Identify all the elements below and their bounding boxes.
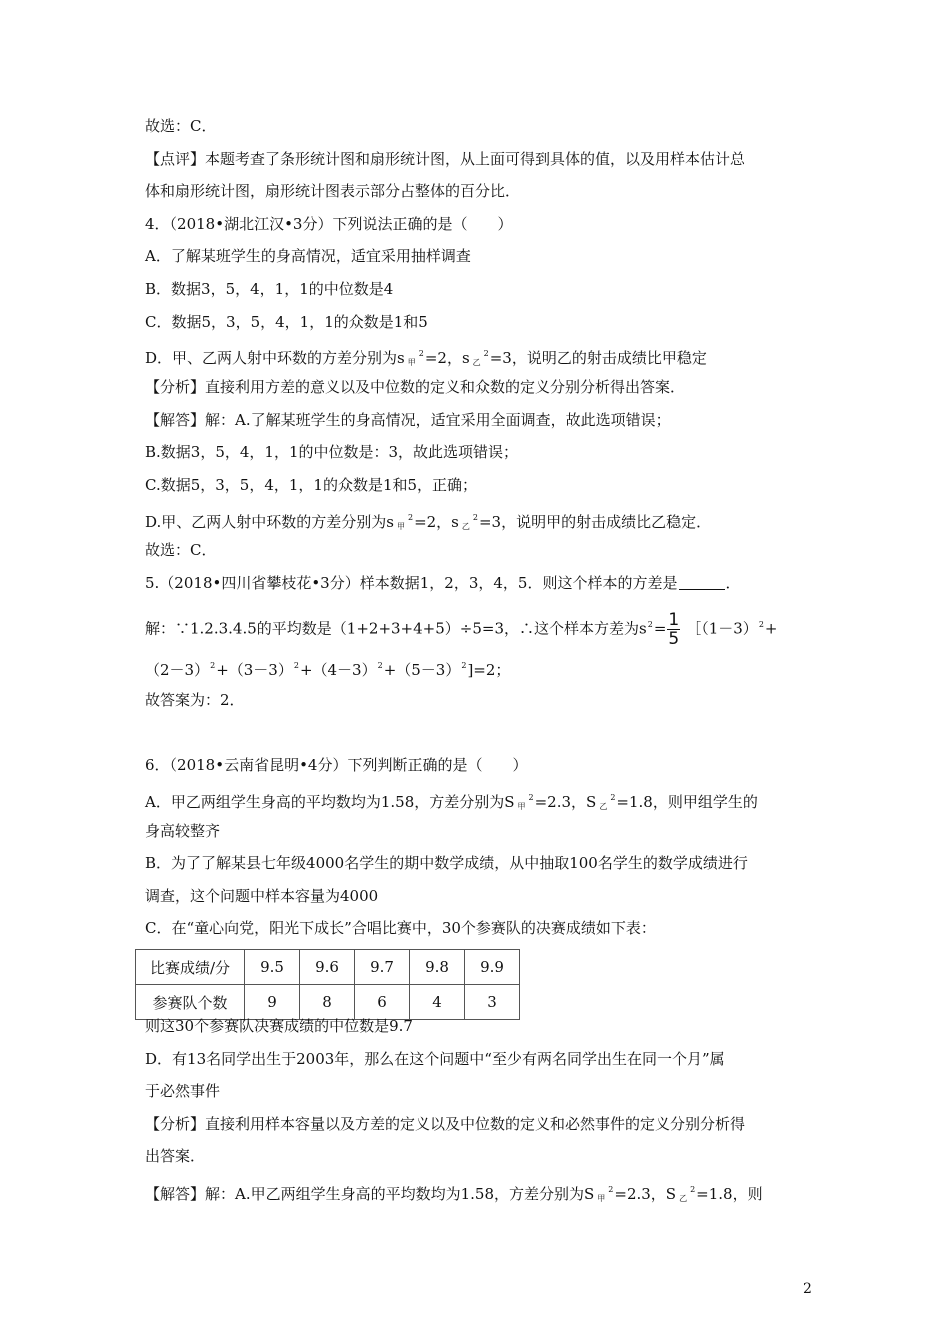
- superscript: 2: [608, 1185, 614, 1194]
- table-header-cell: 9.6: [300, 950, 355, 985]
- text-run: =1.8，则甲组学生的: [616, 793, 758, 811]
- table-header-cell: 9.5: [245, 950, 300, 985]
- superscript: 2: [407, 513, 414, 522]
- superscript: 2: [210, 661, 216, 670]
- option-d: [145, 344, 707, 373]
- text-run: （2－3）: [145, 661, 210, 679]
- text-run: D．甲、乙两人射中环数的方差分别为s: [145, 349, 405, 367]
- fraction-denominator: 5: [668, 629, 680, 649]
- solution-line-1: [145, 611, 777, 648]
- table-header-cell: 比赛成绩/分: [136, 950, 245, 985]
- superscript: 2: [461, 661, 467, 670]
- superscript: 2: [690, 1185, 696, 1194]
- table-header-cell: 9.9: [465, 950, 520, 985]
- text-run: ]=2；: [467, 661, 511, 679]
- text-run: =2.3，S: [614, 1185, 677, 1203]
- superscript: 2: [758, 619, 764, 629]
- superscript: 2: [483, 349, 489, 358]
- scores-table: [135, 949, 520, 1020]
- text-run: +（5－3）: [383, 661, 461, 679]
- fraction: [667, 611, 680, 648]
- superscript: 2: [528, 793, 534, 802]
- answer-blank: [679, 575, 725, 590]
- text-run: D.甲、乙两人射中环数的方差分别为s: [145, 513, 394, 531]
- text-line: 故选：C．: [145, 117, 217, 135]
- option-a: A．了解某班学生的身高情况，适宜采用抽样调查: [145, 247, 471, 265]
- question-6-title: 6．（2018•云南省昆明•4分）下列判断正确的是（ ）: [145, 756, 528, 774]
- subscript: 甲: [396, 522, 405, 531]
- text-run: ．: [725, 574, 741, 592]
- text-run: =2，s: [424, 349, 470, 367]
- text-run: =2，s: [414, 513, 459, 531]
- question-4-title: 4．（2018•湖北江汉•3分）下列说法正确的是（ ）: [145, 215, 513, 233]
- table-cell: 8: [300, 985, 355, 1020]
- superscript: 2: [647, 619, 653, 629]
- table-row: [136, 950, 520, 985]
- table-cell: 参赛队个数: [136, 985, 245, 1020]
- solution-line-2: [145, 656, 510, 680]
- superscript: 2: [610, 793, 616, 802]
- fraction-numerator: 1: [668, 610, 680, 630]
- text-line: 故答案为：2．: [145, 691, 245, 709]
- answer-line-d: [145, 508, 711, 537]
- superscript: 2: [418, 349, 424, 358]
- text-run: +（4－3）: [299, 661, 377, 679]
- answer-line: 【解答】解：A.了解某班学生的身高情况，适宜采用全面调查，故此选项错误；: [145, 411, 671, 429]
- subscript: 乙: [679, 1194, 688, 1203]
- option-b: B．数据3，5，4，1，1的中位数是4: [145, 280, 394, 298]
- text-run: =3，说明甲的射击成绩比乙稳定．: [478, 513, 712, 531]
- text-line: 体和扇形统计图，扇形统计图表示部分占整体的百分比．: [145, 182, 521, 200]
- option-c: C．数据5，3，5，4，1，1的众数是1和5: [145, 313, 428, 331]
- superscript: 2: [377, 661, 383, 670]
- analysis-line: 【分析】直接利用方差的意义以及中位数的定义和众数的定义分别分析得出答案．: [145, 378, 686, 396]
- table-cell: 3: [465, 985, 520, 1020]
- subscript: 乙: [461, 522, 470, 531]
- text-line: 于必然事件: [145, 1082, 221, 1100]
- subscript: 乙: [472, 358, 481, 367]
- text-line: 身高较整齐: [145, 822, 221, 840]
- text-line: 则这30个参赛队决赛成绩的中位数是9.7: [145, 1017, 413, 1035]
- table-row: [136, 985, 520, 1020]
- table-header-cell: 9.8: [410, 950, 465, 985]
- answer-line: B.数据3，5，4，1，1的中位数是：3，故此选项错误；: [145, 443, 519, 461]
- text-run: A．甲乙两组学生身高的平均数均为1.58，方差分别为S: [145, 793, 515, 811]
- answer-line: C.数据5，3，5，4，1，1的众数是1和5，正确；: [145, 476, 478, 494]
- text-run: +: [764, 619, 778, 638]
- analysis-line: 【分析】直接利用样本容量以及方差的定义以及中位数的定义和必然事件的定义分别分析得: [145, 1115, 746, 1133]
- text-line: 调查，这个问题中样本容量为4000: [145, 887, 379, 905]
- text-run: =1.8，则: [696, 1185, 763, 1203]
- text-run: =3，说明乙的射击成绩比甲稳定: [489, 349, 707, 367]
- question-5-title: [145, 573, 740, 593]
- text-run: 5.（2018•四川省攀枝花•3分）样本数据1，2，3，4，5．则这个样本的方差是: [145, 574, 678, 592]
- superscript: 2: [472, 513, 478, 522]
- subscript: 甲: [597, 1194, 606, 1203]
- text-line: 出答案．: [145, 1147, 206, 1165]
- subscript: 甲: [517, 802, 526, 811]
- text-run: +（3－3）: [216, 661, 293, 679]
- table-cell: 4: [410, 985, 465, 1020]
- table-header-cell: 9.7: [355, 950, 410, 985]
- table-cell: 6: [355, 985, 410, 1020]
- subscript: 甲: [407, 358, 416, 367]
- table-cell: 9: [245, 985, 300, 1020]
- text-run: =: [653, 619, 667, 638]
- text-run: 【解答】解：A.甲乙两组学生身高的平均数均为1.58，方差分别为S: [145, 1185, 595, 1203]
- text-run: 解：∵1.2.3.4.5的平均数是（1+2+3+4+5）÷5=3，∴这个样本方差为s: [145, 619, 647, 638]
- option-a: [145, 788, 758, 817]
- option-b: B．为了了解某县七年级4000名学生的期中数学成绩，从中抽取100名学生的数学成绩进行: [145, 854, 748, 872]
- subscript: 乙: [599, 802, 608, 811]
- text-run: =2.3，S: [534, 793, 597, 811]
- text-run: ［（1－3）: [686, 619, 758, 638]
- answer-line-a: [145, 1180, 763, 1209]
- superscript: 2: [293, 661, 299, 670]
- text-line: 故选：C．: [145, 541, 217, 559]
- text-line: 【点评】本题考查了条形统计图和扇形统计图，从上面可得到具体的值，以及用样本估计总: [145, 150, 746, 168]
- option-d: D．有13名同学出生于2003年，那么在这个问题中“至少有两名同学出生在同一个月”属: [145, 1050, 725, 1068]
- option-c: C．在“童心向党，阳光下成长”合唱比赛中，30个参赛队的决赛成绩如下表：: [145, 919, 656, 937]
- page-number: 2: [803, 1281, 812, 1297]
